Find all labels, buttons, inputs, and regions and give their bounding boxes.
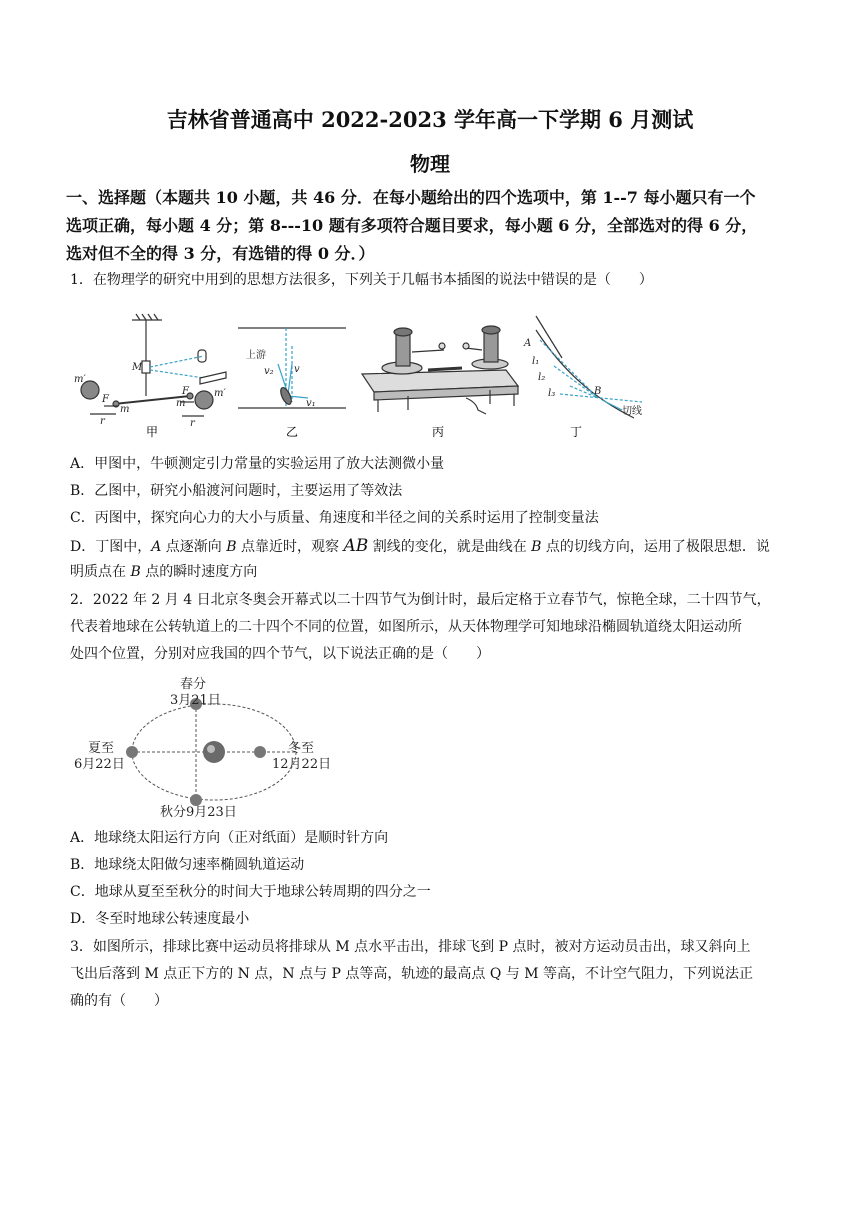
label-summer-name: 夏至 xyxy=(88,741,115,756)
jia-label-F-right: F xyxy=(182,386,189,397)
q2-stem-line-2: 代表着地球在公转轨道上的二十四个不同的位置，如图所示，从天体物理学可知地球沿椭圆轨道绕太阳运动所 xyxy=(70,619,742,635)
q1-option-d-line-1: D．丁图中，A 点逐渐向 B 点靠近时，观察 AB 割线的变化，就是曲线在 B 点的切线方向，运用了极限思想．说 xyxy=(70,536,770,556)
earth-winter-icon xyxy=(254,746,266,758)
ding-label-l3: l₃ xyxy=(548,388,556,399)
q2-option-c: C．地球从夏至至秋分的时间大于地球公转周期的四分之一 xyxy=(70,884,431,900)
section-heading-line-3: 选对但不全的得 3 分，有选错的得 0 分．） xyxy=(66,244,375,263)
figure-bing xyxy=(362,326,518,414)
ding-label-tangent: 切线 xyxy=(622,406,642,417)
yi-label-v: v xyxy=(294,364,300,375)
ding-label-l2: l₂ xyxy=(538,372,546,383)
q1-option-d-line-2: 明质点在 B 点的瞬时速度方向 xyxy=(70,564,258,580)
jia-label-r-right: r xyxy=(190,418,195,429)
jia-label-m-prime-right: m′ xyxy=(214,388,226,399)
document-title: 吉林省普通高中 2022-2023 学年高一下学期 6 月测试 xyxy=(166,107,694,132)
sun-icon xyxy=(203,741,225,763)
figure-ding xyxy=(536,316,642,418)
ding-label-l1: l₁ xyxy=(532,356,540,367)
jia-label-r-left: r xyxy=(100,416,105,427)
q2-option-b: B．地球绕太阳做匀速率椭圆轨道运动 xyxy=(70,857,305,873)
q2-option-d: D．冬至时地球公转速度最小 xyxy=(70,911,250,927)
label-autumn: 秋分9月23日 xyxy=(160,805,237,820)
figure-yi xyxy=(238,328,346,408)
ding-label-B: B xyxy=(594,386,602,397)
section-heading-line-1: 一、选择题（本题共 10 小题，共 46 分．在每小题给出的四个选项中，第 1--7 每小题只有一个 xyxy=(66,188,756,207)
q2-option-a: A．地球绕太阳运行方向（正对纸面）是顺时针方向 xyxy=(70,830,389,846)
q1-figure xyxy=(66,306,686,442)
yi-label-upstream: 上游 xyxy=(246,350,266,361)
section-heading-line-2: 选项正确，每小题 4 分；第 8---10 题有多项符合题目要求，每小题 6 分，全部选对的得 6 分， xyxy=(66,216,758,235)
q3-stem-line-2: 飞出后落到 M 点正下方的 N 点，N 点与 P 点等高，轨迹的最高点 Q 与 M 等高，不计空气阻力，下列说法正 xyxy=(70,966,754,982)
jia-label-m-left: m xyxy=(120,404,130,415)
q3-stem-line-1: 3．如图所示，排球比赛中运动员将排球从 M 点水平击出，排球飞到 P 点时，被对方运动员击出，球又斜向上 xyxy=(70,939,751,955)
q1-stem: 1．在物理学的研究中用到的思想方法很多，下列关于几幅书本插图的说法中错误的是（ ） xyxy=(70,272,653,288)
label-spring-name: 春分 xyxy=(180,677,207,692)
jia-label-F-left: F xyxy=(102,394,109,405)
q3-stem-line-3: 确的有（ ） xyxy=(70,993,168,1009)
subject-heading: 物理 xyxy=(410,152,450,176)
ding-label-A: A xyxy=(524,338,532,349)
caption-yi: 乙 xyxy=(286,425,299,439)
q2-orbit-figure xyxy=(66,674,346,822)
earth-summer-icon xyxy=(126,746,138,758)
caption-jia: 甲 xyxy=(146,425,159,439)
jia-label-m-right: m xyxy=(176,398,186,409)
jia-label-M: M xyxy=(132,362,143,373)
yi-label-v2: v₂ xyxy=(264,366,274,377)
q1-option-b: B．乙图中，研究小船渡河问题时，主要运用了等效法 xyxy=(70,483,403,499)
yi-label-v1: v₁ xyxy=(306,398,316,409)
label-winter-name: 冬至 xyxy=(288,741,315,756)
jia-label-m-prime-left: m′ xyxy=(74,374,86,385)
q1-option-c: C．丙图中，探究向心力的大小与质量、角速度和半径之间的关系时运用了控制变量法 xyxy=(70,510,599,526)
caption-bing: 丙 xyxy=(432,425,445,439)
caption-ding: 丁 xyxy=(570,425,583,439)
q1-option-a: A．甲图中，牛顿测定引力常量的实验运用了放大法测微小量 xyxy=(70,456,445,472)
q2-stem-line-3: 处四个位置，分别对应我国的四个节气，以下说法正确的是（ ） xyxy=(70,646,490,662)
label-summer-date: 6月22日 xyxy=(74,757,125,772)
q2-stem-line-1: 2．2022 年 2 月 4 日北京冬奥会开幕式以二十四节气为倒计时，最后定格于立春节气，惊艳全球，二十四节气， xyxy=(70,592,771,608)
label-spring-date: 3月21日 xyxy=(170,693,221,708)
label-winter-date: 12月22日 xyxy=(272,757,332,772)
